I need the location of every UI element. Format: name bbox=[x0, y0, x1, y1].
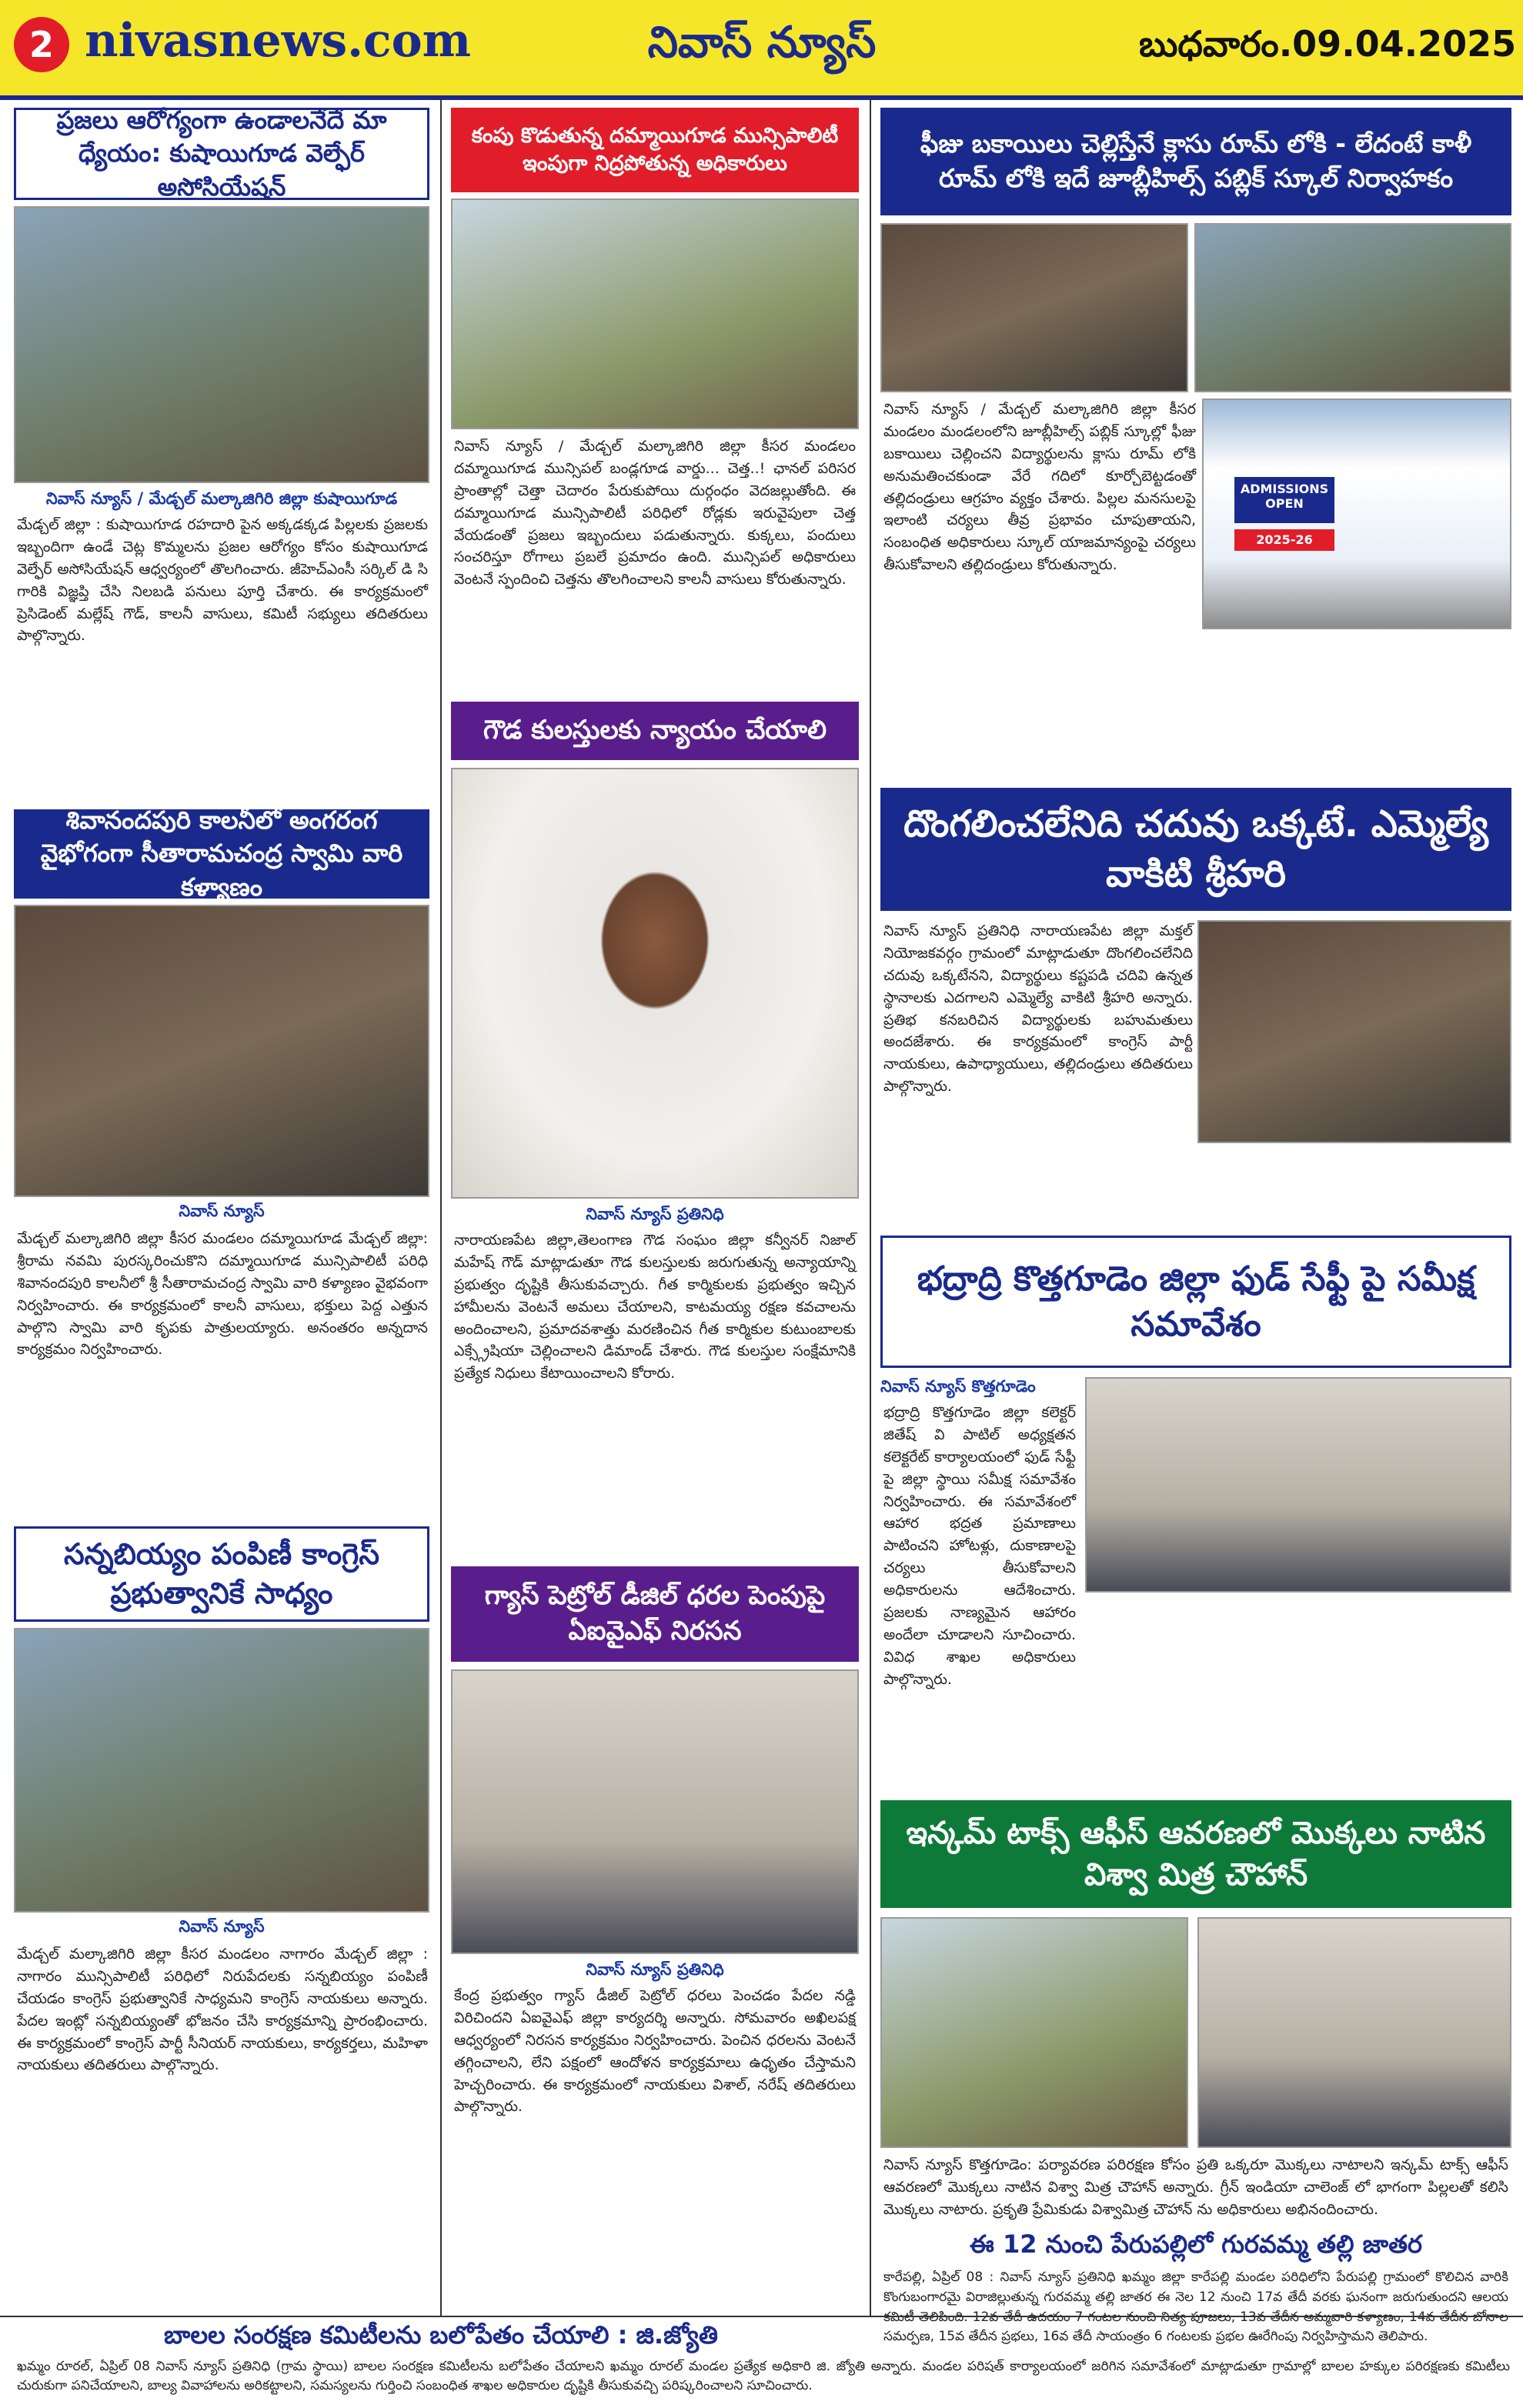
body-child-protection: ఖమ్మం రూరల్, ఏప్రిల్ 08 నివాస్ న్యూస్ ప్రతినిధి (గ్రామ స్థాయి) బాలల సంరక్షణ కమిటీలను బలోపేతం చేయాలని ఖమ్మం రూరల్ మండల ప్రత్యేక అధికారి జి. జ్యోతి అన్నారు. మండల పరిషత్ కార్యాలయంలో జరిగిన సమావేశంలో మాట్లాడుతూ గ్రామాల్లో బాలల హక్కుల పరిరక్షణకు కమిటీలు చురుకుగా పనిచేయాలని, బాల్య వివాహాలను అరికట్టాలని, సమస్యలను గుర్తించి సంబంధిత శాఖల అధికారుల దృష్టికి తీసుకువచ్చి పరిష్కరించాలని సూచించారు. bbox=[17, 2359, 1510, 2393]
body-food-safety: భద్రాద్రి కొత్తగూడెం జిల్లా కలెక్టర్ జితేష్ వి పాటిల్ అధ్యక్షతన కలెక్టరేట్ కార్యాలయంలో ఫుడ్ సేఫ్టీ పై జిల్లా స్థాయి సమీక్ష సమావేశం నిర్వహించారు. ఈ సమావేశంలో ఆహార భద్రత ప్రమాణాలు పాటించని హోటళ్లు, దుకాణాలపై చర్యలు తీసుకోవాలని అధికారులను ఆదేశించారు. ప్రజలకు నాణ్యమైన ఆహారం అందేలా చూడాలని సూచించారు. వివిధ శాఖల అధికారులు పాల్గొన్నారు. bbox=[883, 1404, 1076, 1688]
poster-word-admissions: ADMISSIONS bbox=[1240, 482, 1329, 496]
photo-mla-event bbox=[1197, 920, 1511, 1143]
body-sannabiyyam: మేడ్చల్ మల్కాజిగిరి జిల్లా కీసర మండలం నాగారం మేడ్చల్ జిల్లా : నాగారం మున్సిపాలిటీ పరిధిలో నిరుపేదలకు సన్నబియ్యం పంపిణీ చేయడం కాంగ్రెస్ ప్రభుత్వానికే సాధ్యమని కాంగ్రెస్ నాయకులు అన్నారు. పేదల ఇంట్లో సన్నబియ్యంతో భోజనం చేసి కార్యక్రమాన్ని ప్రారంభించారు. ఈ కార్యక్రమంలో కాంగ్రెస్ పార్టీ సీనియర్ నాయకులు, కార్యకర్తలు, మహిళా నాయకులు తదితరులు పాల్గొన్నారు. bbox=[17, 1946, 428, 2074]
headline-aiyf-protest: గ్యాస్ పెట్రోల్ డీజిల్ ధరల పెంపుపై ఏఐవైఎఫ్ నిరసన bbox=[451, 1566, 859, 1662]
caption-kalyanam: నివాస్ న్యూస్ bbox=[179, 1202, 265, 1220]
headline-welfare-association: ప్రజలు ఆరోగ్యంగా ఉండాలనేదే మా ధ్యేయం: కుషాయిగూడ వెల్ఫేర్ అసోసియేషన్ bbox=[14, 108, 429, 200]
poster-word-open: OPEN bbox=[1265, 496, 1304, 512]
headline-seetharama-kalyanam: శివానందపురి కాలనీలో అంగరంగ వైభోగంగా సీతారామచంద్ర స్వామి వారి కళ్యాణం bbox=[14, 809, 429, 899]
headline-dammaiguda-garbage: కంపు కొడుతున్న దమ్మాయిగూడ మున్సిపాలిటీ ఇంపుగా నిద్రపోతున్న అధికారులు bbox=[451, 108, 859, 192]
caption-food-safety: నివాస్ న్యూస్ కొత్తగూడెం bbox=[880, 1377, 1036, 1396]
photo-planting-2 bbox=[1197, 1917, 1511, 2148]
headline-jubilee-hills-school: ఫీజు బకాయిలు చెల్లిస్తేనే క్లాసు రూమ్ లోకి - లేదంటే కాళీ రూమ్ లోకి ఇదే జూబ్లీహిల్స్ పబ్లిక్ స్కూల్ నిర్వాహకం bbox=[880, 108, 1511, 215]
body-aiyf-protest: కేంద్ర ప్రభుత్వం గ్యాస్ డీజిల్ పెట్రోల్ ధరలు పెంచడం పేదల నడ్డి విరిచిందని ఏఐవైఎఫ్ జిల్లా కార్యదర్శి అన్నారు. సోమవారం అఖిలపక్ష ఆధ్వర్యంలో నిరసన కార్యక్రమం నిర్వహించారు. పెంచిన ధరలను వెంటనే తగ్గించాలని, లేని పక్షంలో ఆందోళన కార్యక్రమాలు ఉధృతం చేస్తామని హెచ్చరించారు. ఈ కార్యక్రమంలో నాయకులు విశాల్, నరేష్ తదితరులు పాల్గొన్నారు. bbox=[454, 1987, 856, 2116]
photo-school-interview-1 bbox=[880, 223, 1188, 392]
photo-tree-trimming bbox=[14, 206, 429, 483]
headline-child-protection: బాలల సంరక్షణ కమిటీలను బలోపేతం చేయాలి : జి.జ్యోతి bbox=[164, 2320, 718, 2350]
photo-garbage-road bbox=[451, 198, 859, 429]
photo-aiyf-protest bbox=[451, 1669, 859, 1954]
photo-planting-1 bbox=[880, 1917, 1188, 2148]
admissions-badge bbox=[1234, 477, 1334, 523]
column-divider bbox=[440, 100, 442, 2316]
caption-welfare-association: నివాస్ న్యూస్ / మేడ్చల్ మల్కాజిగిరి జిల్లా కుషాయిగూడ bbox=[45, 489, 398, 508]
headline-food-safety: భద్రాద్రి కొత్తగూడెం జిల్లా ఫుడ్ సేఫ్టీ పై సమీక్ష సమావేశం bbox=[880, 1236, 1511, 1368]
body-guravamma-jatara: కారేపల్లి, ఏప్రిల్ 08 : నివాస్ న్యూస్ ప్రతినిధి ఖమ్మం జిల్లా కారేపల్లి మండల పరిధిలోని పేరుపల్లి గ్రామంలో కొలిచిన వారికి కొంగుబంగారమై విరాజిల్లుతున్న గురవమ్మ తల్లి జాతర ఈ నెల 12 నుంచి 17వ తేదీ వరకు ఘనంగా జరుగుతుందని ఆలయ సమర్పణ, 15వ తేదీన ప్రభలు, 16వ తేదీ సాయంత్రం 6 గంటలకు ప్రభల ఊరేగింపు నిర్వహిస్తామని తెలిపారు. bbox=[883, 2270, 1508, 2345]
caption-gouda-justice: నివాస్ న్యూస్ ప్రతినిధి bbox=[586, 1205, 724, 1223]
issue-date: బుధవారం.09.04.2025 bbox=[1139, 23, 1517, 65]
headline-sannabiyyam: సన్నబియ్యం పంపిణీ కాంగ్రెస్ ప్రభుత్వానికే సాధ్యం bbox=[14, 1526, 429, 1622]
caption-sannabiyyam: నివాస్ న్యూస్ bbox=[179, 1917, 265, 1936]
headline-income-tax-plants: ఇన్కమ్ టాక్స్ ఆఫీస్ ఆవరణలో మొక్కలు నాటిన విశ్వా మిత్ర చౌహాన్ bbox=[880, 1800, 1511, 1908]
body-income-tax-plants: నివాస్ న్యూస్ కొత్తగూడెం: పర్యావరణ పరిరక్షణ కోసం ప్రతి ఒక్కరూ మొక్కలు నాటాలని ఇన్కమ్ టాక్స్ ఆఫీస్ ఆవరణలో మొక్కలు నాటిన విశ్వా మిత్ర చౌహాన్ అన్నారు. గ్రీన్ ఇండియా చాలెంజ్ లో భాగంగా పిల్లలతో కలిసి మొక్కలు నాటారు. ప్రకృతి ప్రేమికుడు విశ్వామిత్ర చౌహాన్ ను అధికారులు అభినందించారు. bbox=[883, 2156, 1508, 2218]
photo-kalyanam bbox=[14, 905, 429, 1197]
caption-aiyf-protest: నివాస్ న్యూస్ ప్రతినిధి bbox=[586, 1960, 724, 1979]
poster-year: 2025-26 bbox=[1234, 529, 1334, 551]
body-welfare-association: మేడ్చల్ జిల్లా : కుషాయిగూడ రహదారి పైన అక్కడక్కడ పిల్లలకు ప్రజలకు ఇబ్బందిగా ఉండే చెట్ల కొమ్మలను ప్రజల ఆరోగ్యం కోసం కుషాయిగూడ వెల్ఫేర్ అసోసియేషన్ ఆధ్వర్యంలో తొలగించారు. జీహెచ్ఎంసీ సర్కిల్ డి సి గారికి విజ్ఞప్తి చేసి నిలబడి పనులు పూర్తి చేశారు. ఈ కార్యక్రమంలో ప్రెసిడెంట్ మల్లేష్ గౌడ్, కాలనీ వాసులు, కమిటీ సభ్యులు తదితరులు పాల్గొన్నారు. bbox=[17, 516, 428, 645]
page-number: 2 bbox=[14, 17, 69, 72]
headline-guravamma-jatara: ఈ 12 నుంచి పేరుపల్లిలో గురవమ్మ తల్లి జాతర bbox=[970, 2230, 1422, 2259]
body-mla-speech: నివాస్ న్యూస్ ప్రతినిధి నారాయణపేట జిల్లా మక్తల్ నియోజకవర్గం గ్రామంలో మాట్లాడుతూ దొంగలించలేనిది చదువు ఒక్కటేనని, విద్యార్థులు కష్టపడి చదివి ఉన్నత స్థానాలకు ఎదగాలని ఎమ్మెల్యే వాకిటి శ్రీహరి అన్నారు. ప్రతిభ కనబరిచిన విద్యార్థులకు బహుమతులు అందజేశారు. ఈ కార్యక్రమంలో కాంగ్రెస్ పార్టీ నాయకులు, ఉపాధ్యాయులు, తల్లిదండ్రులు తదితరులు పాల్గొన్నారు. bbox=[883, 922, 1193, 1096]
photo-portrait bbox=[451, 768, 859, 1199]
body-gouda-justice: నారాయణపేట జిల్లా,తెలంగాణ గౌడ సంఘం జిల్లా కన్వీనర్ నిజాల్ మహేష్ గౌడ్ మాట్లాడుతూ గౌడ కులస్తులకు జరుగుతున్న అన్యాయాన్ని ప్రభుత్వం దృష్టికి తీసుకువచ్చారు. గీత కార్మికులకు ప్రభుత్వం ఇచ్చిన హామీలను వెంటనే అమలు చేయాలని, కాటమయ్య రక్షణ కవచాలను అందించాలని, ప్రమాదవశాత్తు మరణించిన గీత కార్మికుల కుటుంబాలకు ఎక్స్గ్రేషియా చెల్లించాలని డిమాండ్ చేశారు. గౌడ కులస్తుల సంక్షేమానికి ప్రత్యేక నిధులు కేటాయించాలని కోరారు. bbox=[454, 1232, 856, 1382]
photo-sannabiyyam bbox=[14, 1628, 429, 1913]
photo-food-safety-meeting bbox=[1085, 1377, 1511, 1593]
body-dammaiguda-garbage: నివాస్ న్యూస్ / మేడ్చల్ మల్కాజిగిరి జిల్లా కీసర మండలం దమ్మాయిగూడ మున్సిపల్ బండ్లగూడ వార్డు... చెత్త..! ఛానల్ పరిసర ప్రాంతాల్లో చెత్తా చెదారం పేరుకుపోయి దుర్గంధం వెదజల్లుతోంది. ఈ దమ్మాయిగూడ మున్సిపాలిటీ పరిధిలో రోడ్లకు ఇరువైపులా చెత్త వేయడంతో ప్రజలు ఇబ్బందులు పడుతున్నారు. కుక్కలు, పందులు సంచరిస్తూ రోగాలు ప్రబలే ప్రమాదం ఉంది. మున్సిపల్ అధికారులు వెంటనే స్పందించి చెత్తను తొలగించాలని కాలనీ వాసులు కోరుతున్నారు. bbox=[454, 438, 856, 589]
bottom-divider bbox=[0, 2316, 1523, 2317]
photo-school-interview-2 bbox=[1194, 223, 1511, 392]
headline-gouda-justice: గౌడ కులస్తులకు న్యాయం చేయాలి bbox=[451, 702, 859, 760]
photo-school-admissions-poster bbox=[1202, 399, 1511, 629]
body-jubilee-hills-school: నివాస్ న్యూస్ / మేడ్చల్ మల్కాజిగిరి జిల్లా కీసర మండలం మండలంలోని జూబ్లీహిల్స్ పబ్లిక్ స్కూల్లో ఫీజు బకాయిలు చెల్లించని విద్యార్థులను క్లాసు రూమ్ లోకి అనుమతించకుండా వేరే గదిలో కూర్చోబెట్టడంతో తల్లిదండ్రులు ఆగ్రహం వ్యక్తం చేశారు. పిల్లల మనసులపై ఇలాంటి చర్యలు తీవ్ర ప్రభావం చూపుతాయని, సంబంధిత అధికారులు స్కూల్ యాజమాన్యంపై చర్యలు తీసుకోవాలని తల్లిదండ్రులు కోరుతున్నారు. bbox=[883, 401, 1196, 574]
headline-mla-speech: దొంగలించలేనిది చదువు ఒక్కటే. ఎమ్మెల్యే వాకిటి శ్రీహరి bbox=[880, 788, 1511, 911]
paper-name: నివాస్ న్యూస్ bbox=[647, 17, 877, 68]
body-kalyanam: మేడ్చల్ మల్కాజిగిరి జిల్లా కీసర మండలం దమ్మాయిగూడ మేడ్చల్ జిల్లా: శ్రీరామ నవమి పురస్కరించుకొని దమ్మాయిగూడ మున్సిపాలిటీ పరిధి శివానందపురి కాలనీలో శ్రీ సీతారామచంద్ర స్వామి వారి కళ్యాణం వైభవంగా నిర్వహించారు. ఈ కార్యక్రమంలో కాలనీ వాసులు, భక్తులు పెద్ద ఎత్తున పాల్గొని స్వామి వారి కృపకు పాత్రులయ్యారు. అనంతరం అన్నదాన కార్యక్రమం నిర్వహించారు. bbox=[17, 1230, 428, 1359]
site-name[interactable]: nivasnews.com bbox=[85, 14, 472, 68]
column-divider bbox=[870, 100, 871, 2316]
